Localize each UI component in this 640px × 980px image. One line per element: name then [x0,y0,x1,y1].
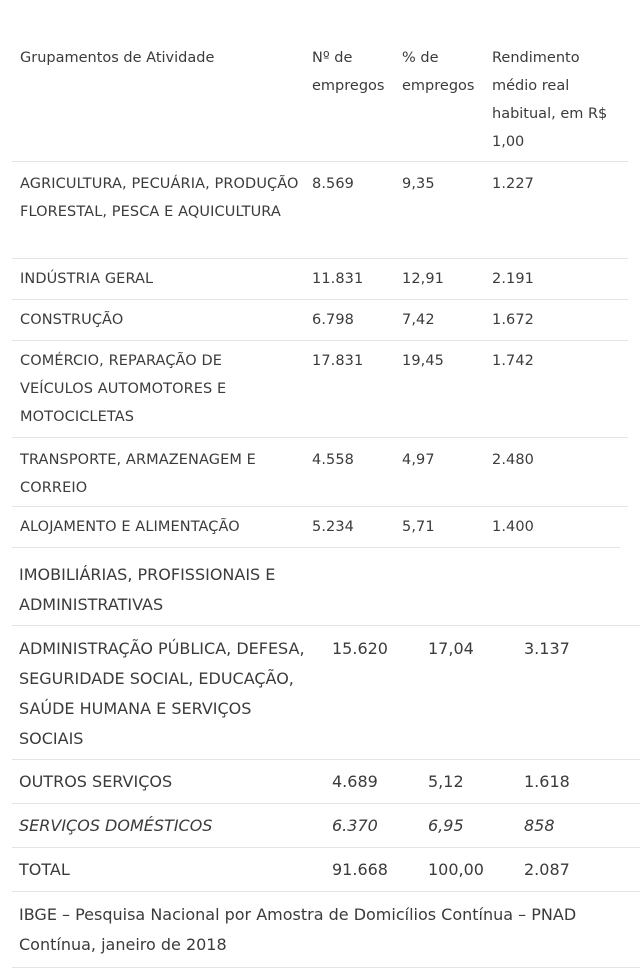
pct-cell: 100,00 [428,860,484,879]
pct-cell: 5,71 [402,519,435,535]
jobs-cell: 6.370 [332,816,378,835]
table-row [12,300,628,341]
jobs-cell: 8.569 [312,176,355,192]
table-row [12,162,628,259]
header-activity: Grupamentos de Atividade [20,50,215,66]
jobs-cell: 5.234 [312,519,355,535]
header-jobs: Nº de empregos [312,50,385,94]
jobs-cell: 91.668 [332,860,388,879]
income-cell: 2.480 [492,452,535,468]
table-row [12,259,628,300]
pct-cell: 17,04 [428,639,474,658]
activity-cell: AGRICULTURA, PECUÁRIA, PRODUÇÃO FLORESTAL, PESCA E AQUICULTURA [20,176,299,220]
income-cell: 1.400 [492,519,535,535]
table-total-row [12,848,640,892]
activity-cell: ALOJAMENTO E ALIMENTAÇÃO [20,519,240,535]
activity-cell: COMÉRCIO, REPARAÇÃO DE VEÍCULOS AUTOMOTORES E MOTOCICLETAS [20,353,227,425]
income-cell: 858 [524,816,555,835]
table-row [12,626,640,760]
table-row [12,507,620,548]
pct-cell: 5,12 [428,772,464,791]
income-cell: 2.191 [492,271,535,287]
activity-cell: OUTROS SERVIÇOS [19,772,173,791]
jobs-cell: 17.831 [312,353,364,369]
header-pct: % de empregos [402,50,475,94]
table-row [12,548,640,626]
table-source-row [12,892,640,968]
income-cell: 1.742 [492,353,535,369]
pct-cell: 6,95 [428,816,464,835]
pct-cell: 19,45 [402,353,445,369]
pct-cell: 12,91 [402,271,445,287]
activity-cell: IMOBILIÁRIAS, PROFISSIONAIS E ADMINISTRATIVAS [19,565,276,614]
jobs-cell: 15.620 [332,639,388,658]
jobs-cell: 4.689 [332,772,378,791]
table-header [12,42,628,162]
income-cell: 3.137 [524,639,570,658]
activity-cell: ADMINISTRAÇÃO PÚBLICA, DEFESA, SEGURIDADE SOCIAL, EDUCAÇÃO, SAÚDE HUMANA E SERVIÇOS SOCIAIS [19,639,305,748]
activity-cell: CONSTRUÇÃO [20,312,124,328]
pct-cell: 7,42 [402,312,435,328]
pct-cell: 9,35 [402,176,435,192]
pct-cell: 4,97 [402,452,435,468]
activity-cell: TOTAL [19,860,70,879]
source-note: IBGE – Pesquisa Nacional por Amostra de Domicílios Contínua – PNAD Contínua, janeiro de 2018 [19,905,577,954]
activity-cell: TRANSPORTE, ARMAZENAGEM E CORREIO [20,452,256,496]
activity-cell: SERVIÇOS DOMÉSTICOS [19,816,213,835]
jobs-cell: 11.831 [312,271,364,287]
table-row [12,760,640,804]
table-row [12,438,628,507]
activity-cell: INDÚSTRIA GERAL [20,271,154,287]
income-cell: 1.618 [524,772,570,791]
income-cell: 1.672 [492,312,535,328]
jobs-cell: 6.798 [312,312,355,328]
table-row [12,804,640,848]
income-cell: 2.087 [524,860,570,879]
header-income: Rendimento médio real habitual, em R$ 1,00 [492,50,608,150]
income-cell: 1.227 [492,176,535,192]
table-row [12,341,628,438]
jobs-cell: 4.558 [312,452,355,468]
